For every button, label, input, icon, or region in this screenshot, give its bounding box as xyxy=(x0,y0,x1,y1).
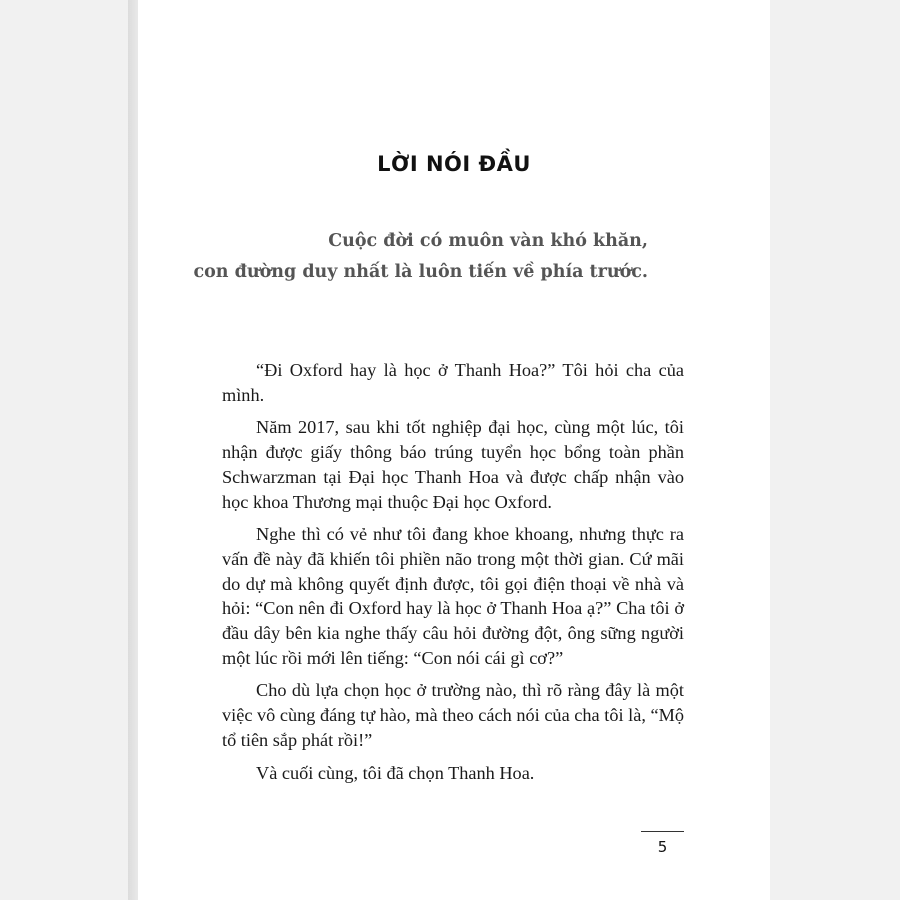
book-page xyxy=(138,0,770,900)
page-number: 5 xyxy=(657,838,668,856)
epigraph xyxy=(193,226,648,288)
chapter-title: LỜI NÓI ĐẦU xyxy=(377,152,531,176)
paragraph: Nghe thì có vẻ như tôi đang khoe khoang, nhưng thực ra vấn đề này đã khiến tôi phiền não trong một thời gian. Cứ mãi do dự mà không quyết định được, tôi gọi điện thoại về nhà và hỏi: “Con nên đi Oxford hay là học ở Thanh Hoa ạ?” Cha tôi ở đầu dây bên kia nghe thấy câu hỏi đường đột, ông sững người một lúc rồi mới lên tiếng: “Con nói cái gì cơ?” xyxy=(222,524,684,668)
book-gutter-edge xyxy=(128,0,138,900)
epigraph-line: Cuộc đời có muôn vàn khó khăn, xyxy=(328,231,648,251)
footer-rule xyxy=(641,831,684,832)
body-text xyxy=(222,358,684,793)
paragraph: Năm 2017, sau khi tốt nghiệp đại học, cùng một lúc, tôi nhận được giấy thông báo trúng tuyển học bổng toàn phần Schwarzman tại Đại học Thanh Hoa và được chấp nhận vào học khoa Thương mại thuộc Đại học Oxford. xyxy=(222,417,684,512)
paragraph: Và cuối cùng, tôi đã chọn Thanh Hoa. xyxy=(256,762,535,783)
epigraph-line: con đường duy nhất là luôn tiến về phía trước. xyxy=(193,262,648,282)
paragraph: “Đi Oxford hay là học ở Thanh Hoa?” Tôi hỏi cha của mình. xyxy=(222,360,684,405)
paragraph: Cho dù lựa chọn học ở trường nào, thì rõ ràng đây là một việc vô cùng đáng tự hào, mà theo cách nói của cha tôi là, “Mộ tổ tiên sắp phát rồi!” xyxy=(222,680,684,750)
